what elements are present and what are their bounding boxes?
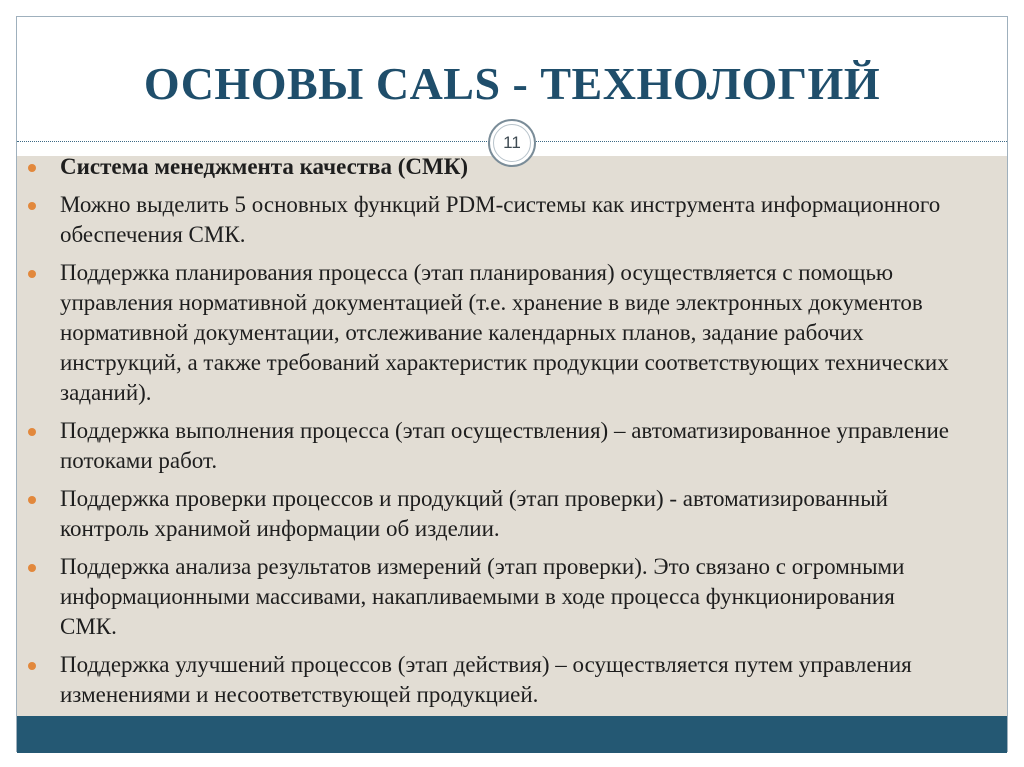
list-item-text: Поддержка выполнения процесса (этап осуществления) – автоматизированное управление потоками работ.: [60, 418, 949, 473]
list-item: [26, 258, 956, 408]
list-item-text: Можно выделить 5 основных функций PDM-системы как инструмента информационного обеспечения СМК.: [60, 192, 941, 247]
bullet-list: [26, 152, 956, 718]
page-number: 11: [503, 133, 521, 152]
bullet-icon: [28, 202, 36, 210]
bullet-icon: [28, 164, 36, 172]
bullet-icon: [28, 270, 36, 278]
list-item: [26, 484, 956, 544]
bullet-icon: [28, 428, 36, 436]
list-item: [26, 152, 956, 182]
list-item-text: Система менеджмента качества (СМК): [60, 154, 469, 179]
list-item-text: Поддержка улучшений процессов (этап действия) – осуществляется путем управления изменениями и несоответствующей продукцией.: [60, 652, 912, 707]
list-item: [26, 552, 956, 642]
list-item: [26, 416, 956, 476]
page-number-badge: [488, 119, 536, 167]
list-item-text: Поддержка планирования процесса (этап планирования) осуществляется с помощью управления нормативной документацией (т.е. хранение в виде электронных документов нормативной документации, отслеживание календарных планов, задание рабочих инструкций, а также требований характеристик продукции соответствующих технических заданий).: [60, 260, 949, 405]
bullet-icon: [28, 662, 36, 670]
list-item: [26, 190, 956, 250]
list-item: [26, 650, 956, 710]
bullet-icon: [28, 564, 36, 572]
slide-title: ОСНОВЫ CALS - ТЕХНОЛОГИЙ: [143, 58, 881, 109]
footer-bar: [17, 716, 1007, 753]
list-item-text: Поддержка анализа результатов измерений (этап проверки). Это связано с огромными информационными массивами, накапливаемыми в ходе процесса функционирования СМК.: [60, 554, 905, 639]
list-item-text: Поддержка проверки процессов и продукций (этап проверки) - автоматизированный контроль хранимой информации об изделии.: [60, 486, 888, 541]
bullet-icon: [28, 496, 36, 504]
